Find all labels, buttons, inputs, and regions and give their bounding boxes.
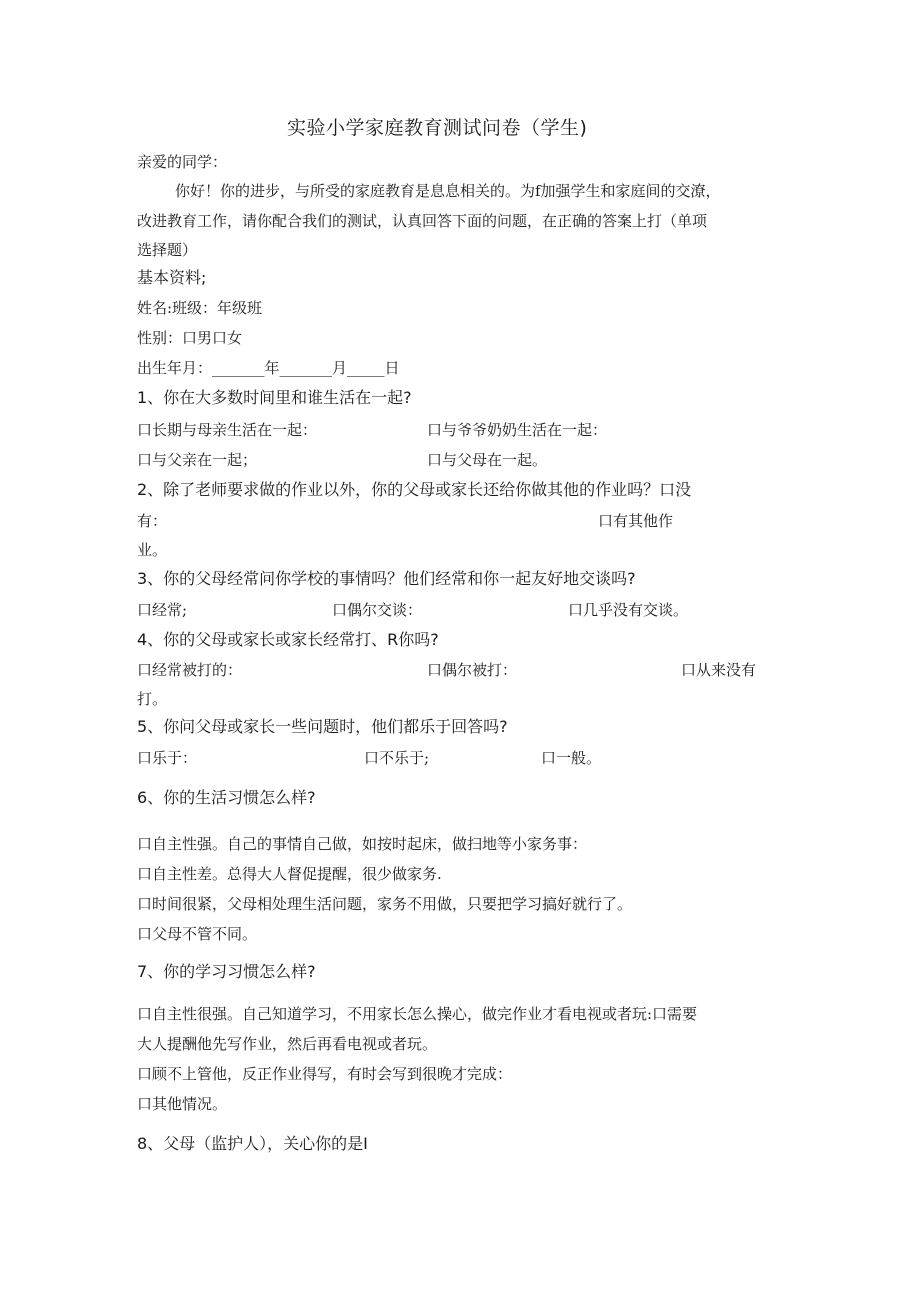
question-1: 1、你在大多数时间里和谁生活在一起? xyxy=(137,388,412,407)
q1-option-c[interactable]: 口与父亲在一起； xyxy=(137,451,258,469)
intro-line-2: 改进教育工作，请你配合我们的测试，认真回答下面的问题，在正确的答案上打（单项 xyxy=(137,212,708,230)
question-6: 6、你的生活习惯怎么样? xyxy=(137,788,316,807)
question-7: 7、你的学习习惯怎么样? xyxy=(137,962,316,981)
q1-option-a[interactable]: 口长期与母亲生活在一起： xyxy=(137,421,318,439)
intro-line-3: 选择题） xyxy=(137,241,198,259)
q4-option-c[interactable]: 口从来没有 xyxy=(681,661,757,679)
q3-option-b[interactable]: 口偶尔交谈： xyxy=(332,601,423,619)
q7-option-c[interactable]: 口其他情况。 xyxy=(137,1095,228,1113)
greeting: 亲爱的同学： xyxy=(137,153,228,171)
question-3: 3、你的父母经常问你学校的事情吗？他们经常和你一起友好地交谈吗? xyxy=(137,569,636,588)
q7-option-b[interactable]: 口顾不上管他，反正作业得写，有时会写到很晚才完成： xyxy=(137,1065,513,1083)
q2-option-a-cont: 有： xyxy=(137,512,168,530)
q7-option-a[interactable]: 口自主性很强。自己知道学习，不用家长怎么操心，做完作业才看电视或者玩:口需要 xyxy=(137,1005,698,1023)
question-2: 2、除了老师要求做的作业以外，你的父母或家长还给你做其他的作业吗？口没 xyxy=(137,480,692,499)
q6-option-c[interactable]: 口时间很紧，父母相处理生活问题，家务不用做，只要把学习搞好就行了。 xyxy=(137,895,633,913)
q1-option-b[interactable]: 口与爷爷奶奶生活在一起： xyxy=(427,421,608,439)
q6-option-b[interactable]: 口自主性差。总得大人督促提醒，很少做家务. xyxy=(137,865,442,883)
page-title: 实验小学家庭教育测试问卷（学生) xyxy=(287,117,588,139)
q3-option-a[interactable]: 口经常; xyxy=(137,601,188,619)
q5-option-c[interactable]: 口一般。 xyxy=(541,749,602,767)
q3-option-c[interactable]: 口几乎没有交谈。 xyxy=(568,601,689,619)
question-8: 8、父母（监护人），关心你的是I xyxy=(137,1134,368,1153)
q1-option-d[interactable]: 口与父母在一起。 xyxy=(427,451,548,469)
q4-option-a[interactable]: 口经常被打的： xyxy=(137,661,243,679)
intro-line-1: 你好！你的进步，与所受的家庭教育是息息相关的。为f加强学生和家庭间的交潦， xyxy=(175,182,721,200)
q5-option-a[interactable]: 口乐于： xyxy=(137,749,198,767)
q6-option-a[interactable]: 口自主性强。自己的事情自己做，如按时起床，做扫地等小家务事： xyxy=(137,835,588,853)
name-class-line: 姓名:班级：年级班 xyxy=(137,299,263,317)
q4-option-c-cont: 打。 xyxy=(137,690,168,708)
q2-option-b-cont: 业。 xyxy=(137,541,168,559)
q6-option-d[interactable]: 口父母不管不同。 xyxy=(137,925,258,943)
q7-option-a-cont: 大人提酬他先写作业，然后再看电视或者玩。 xyxy=(137,1035,438,1053)
q5-option-b[interactable]: 口不乐于; xyxy=(364,749,430,767)
question-4: 4、你的父母或家长或家长经常打、R你吗? xyxy=(137,630,439,649)
q2-option-b[interactable]: 口有其他作 xyxy=(598,512,674,530)
basic-info-heading: 基本资料; xyxy=(137,268,207,287)
q4-option-b[interactable]: 口偶尔被打： xyxy=(427,661,518,679)
gender-line: 性别：口男口女 xyxy=(137,329,243,347)
birth-date-line: 出生年月：_______年_______月_____日 xyxy=(137,359,400,377)
question-5: 5、你问父母或家长一些问题时，他们都乐于回答吗? xyxy=(137,717,508,736)
